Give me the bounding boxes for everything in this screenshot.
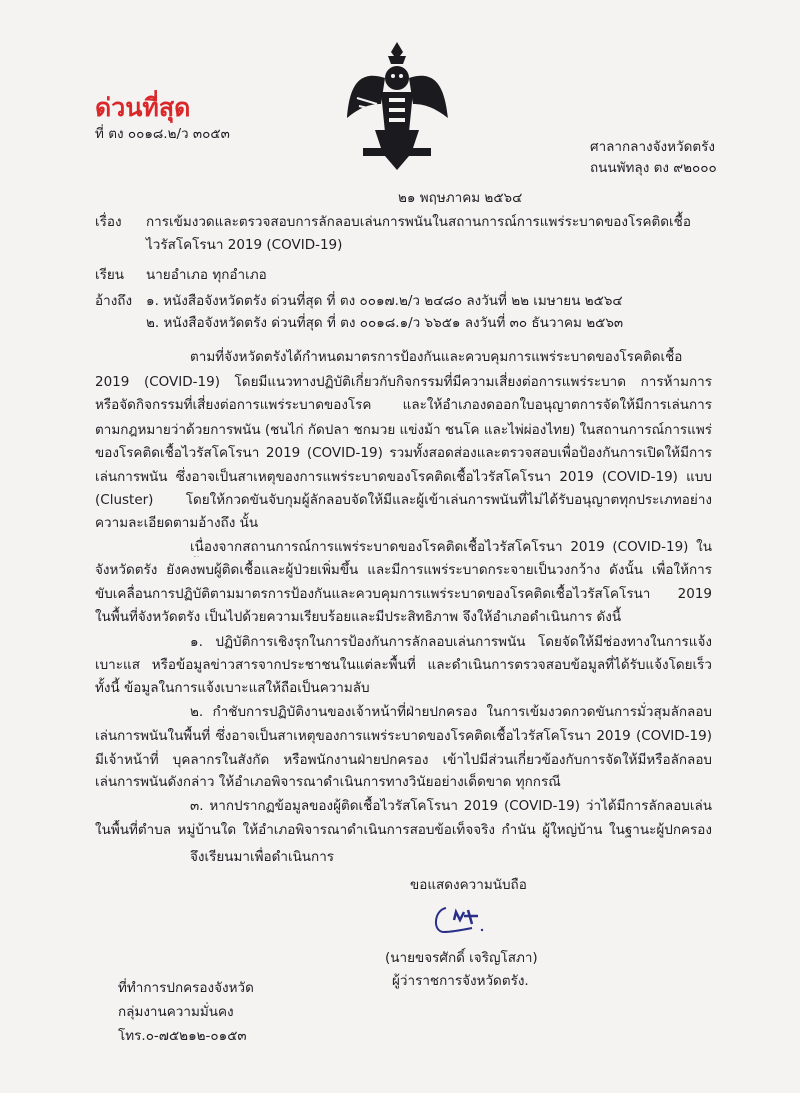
signatory-name: (นายขจรศักดิ์ เจริญโสภา)	[385, 950, 538, 966]
para1-line: ตามที่จังหวัดตรังได้กำหนดมาตรการป้องกันและควบคุมการแพร่ระบาดของโรคติดเชื้อ	[190, 349, 683, 365]
to-label: เรียน	[95, 267, 125, 283]
to-value: นายอำเภอ ทุกอำเภอ	[146, 267, 267, 283]
document-number: ที่ ตง ๐๐๑๘.๒/ว ๓๐๕๓	[95, 126, 230, 142]
para1-line: ของโรคติดเชื้อไวรัสโคโรนา 2019 (COVID-19) รวมทั้งสอดส่องและตรวจสอบเพื่อป้องกันการเปิดให้มีการ	[95, 445, 712, 461]
subject-line: ไวรัสโคโรนา 2019 (COVID-19)	[146, 237, 343, 253]
item3-line: ในพื้นที่ตำบล หมู่บ้านใด ให้อำเภอพิจารณาดำเนินการสอบข้อเท็จจริง กำนัน ผู้ใหญ่บ้าน ในฐานะผู้ปกครอง	[95, 822, 712, 838]
office-name: ศาลากลางจังหวัดตรัง	[590, 139, 715, 155]
item2-line: ๒. กำชับการปฏิบัติงานของเจ้าหน้าที่ฝ่ายปกครอง ในการเข้มงวดกวดขันการมั่วสุมลักลอบ	[190, 704, 712, 720]
signatory-position: ผู้ว่าราชการจังหวัดตรัง.	[392, 973, 529, 989]
para2-line: ในพื้นที่จังหวัดตรัง เป็นไปด้วยความเรียบร้อยและมีประสิทธิภาพ จึงให้อำเภอดำเนินการ ดังนี้	[95, 609, 622, 625]
garuda-emblem	[345, 38, 450, 173]
item2-line: มีเจ้าหน้าที่ บุคลากรในสังกัด หรือพนักงานฝ่ายปกครอง เข้าไปมีส่วนเกี่ยวข้องกับการจัดให้มีหรือลักลอบ	[95, 752, 712, 768]
salutation: ขอแสดงความนับถือ	[410, 877, 527, 893]
item1-line: ทั้งนี้ ข้อมูลในการแจ้งเบาะแสให้ถือเป็นความลับ	[95, 680, 370, 696]
para1-line: 2019 (COVID-19) โดยมีแนวทางปฏิบัติเกี่ยวกับกิจกรรมที่มีความเสี่ยงต่อการแพร่ระบาด การห้ามการ	[95, 374, 712, 390]
item2-line: เล่นการพนันดังกล่าว ให้อำเภอพิจารณาดำเนินการทางวินัยอย่างเด็ดขาด ทุกกรณี	[95, 774, 561, 790]
para1-line: ตามกฎหมายว่าด้วยการพนัน (ชนไก่ กัดปลา ชกมวย แข่งม้า ชนโค และไพ่ผ่องไทย) ในสถานการณ์การแพร่	[95, 422, 712, 438]
para1-line: เล่นการพนัน ซึ่งอาจเป็นสาเหตุของการแพร่ระบาดของโรคติดเชื้อไวรัสโคโรนา 2019 (COVID-19) แบบ	[95, 469, 712, 485]
item1-line: ๑. ปฏิบัติการเชิงรุกในการป้องกันการลักลอบเล่นการพนัน โดยจัดให้มีช่องทางในการแจ้ง	[190, 634, 712, 650]
footer-group: กลุ่มงานความมั่นคง	[118, 1004, 234, 1020]
closing-line: จึงเรียนมาเพื่อดำเนินการ	[190, 849, 335, 865]
footer-phone: โทร.๐-๗๕๒๑๒-๐๑๕๓	[118, 1028, 247, 1044]
document-date: ๒๑ พฤษภาคม ๒๕๖๔	[398, 190, 523, 206]
handwritten-signature	[432, 902, 492, 938]
subject-label: เรื่อง	[95, 214, 122, 230]
item3-line: ๓. หากปรากฏข้อมูลของผู้ติดเชื้อไวรัสโคโรนา 2019 (COVID-19) ว่าได้มีการลักลอบเล่น	[190, 798, 712, 814]
reference-label: อ้างถึง	[95, 293, 133, 309]
para1-line: หรือจัดกิจกรรมที่เสี่ยงต่อการแพร่ระบาดของโรค และให้อำเภองดออกใบอนุญาตการจัดให้มีการเล่นการ	[95, 397, 712, 413]
subject-line: การเข้มงวดและตรวจสอบการลักลอบเล่นการพนันในสถานการณ์การแพร่ระบาดของโรคติดเชื้อ	[146, 214, 691, 230]
office-address: ถนนพัทลุง ตง ๙๒๐๐๐	[590, 160, 717, 176]
para2-line: จังหวัดตรัง ยังคงพบผู้ติดเชื้อและผู้ป่วยเพิ่มขึ้น และมีการแพร่ระบาดกระจายเป็นวงกว้าง ดังนั้น เพื่อให้การ	[95, 562, 712, 578]
item2-line: เล่นการพนันในพื้นที่ ซึ่งอาจเป็นสาเหตุของการแพร่ระบาดของโรคติดเชื้อไวรัสโคโรนา 2019 (COVID-19)	[95, 728, 712, 744]
footer-office: ที่ทำการปกครองจังหวัด	[118, 980, 254, 996]
para2-line: ขับเคลื่อนการปฏิบัติตามมาตรการป้องกันและควบคุมการแพร่ระบาดของโรคติดเชื้อไวรัสโคโรนา 2019	[95, 586, 712, 602]
urgency-stamp: ด่วนที่สุด	[95, 93, 191, 122]
para1-line: ความละเอียดตามอ้างถึง นั้น	[95, 515, 259, 531]
reference-item: ๒. หนังสือจังหวัดตรัง ด่วนที่สุด ที่ ตง ๐๐๑๘.๑/ว ๖๖๕๑ ลงวันที่ ๓๐ ธันวาคม ๒๕๖๓	[146, 315, 624, 331]
para2-line: เนื่องจากสถานการณ์การแพร่ระบาดของโรคติดเชื้อไวรัสโคโรนา 2019 (COVID-19) ใน	[190, 539, 712, 555]
item1-line: เบาะแส หรือข้อมูลข่าวสารจากประชาชนในแต่ละพื้นที่ และดำเนินการตรวจสอบข้อมูลที่ได้รับแจ้งโดยเร็ว	[95, 657, 712, 673]
reference-item: ๑. หนังสือจังหวัดตรัง ด่วนที่สุด ที่ ตง ๐๐๑๗.๒/ว ๒๔๘๐ ลงวันที่ ๒๒ เมษายน ๒๕๖๔	[146, 293, 623, 309]
para1-line: (Cluster) โดยให้กวดขันจับกุมผู้ลักลอบจัดให้มีและผู้เข้าเล่นการพนันที่ไม่ได้รับอนุญาตทุกประเภทอย่าง	[95, 492, 712, 508]
